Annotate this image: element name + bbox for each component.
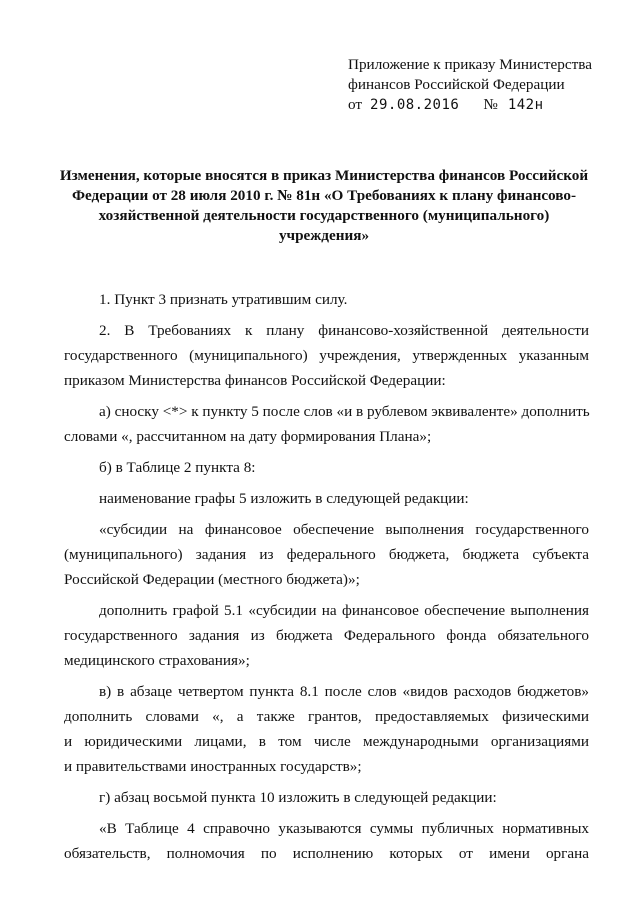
title-line: Федерации от 28 июля 2010 г. № 81н «О Требованиях к плану финансово- <box>71 187 577 204</box>
paragraph-line: 1. Пункт 3 признать утратившим силу. <box>99 291 348 308</box>
paragraph <box>64 399 589 449</box>
paragraph-line: наименование графы 5 изложить в следующей редакции: <box>99 490 469 507</box>
appendix-header <box>348 55 618 115</box>
paragraph-line: б) в Таблице 2 пункта 8: <box>99 459 256 476</box>
paragraph <box>64 816 589 866</box>
number-prefix: № <box>483 96 498 113</box>
paragraph-line: дополнить графой 5.1 «субсидии на финансовое обеспечение выполнения <box>99 602 589 619</box>
paragraph-line: а) сноску <*> к пункту 5 после слов «и в рублевом эквиваленте» дополнить <box>99 403 590 420</box>
title-line: хозяйственной деятельности государственного (муниципального) <box>98 207 550 224</box>
document-title <box>50 166 598 246</box>
order-number: 142н <box>507 97 544 113</box>
paragraph-line: Российской Федерации (местного бюджета)»; <box>64 571 360 588</box>
paragraph <box>64 517 589 592</box>
title-line: Изменения, которые вносятся в приказ Министерства финансов Российской <box>59 167 589 184</box>
paragraph <box>64 785 589 810</box>
paragraph-line: и юридическими лицами, в том числе международными организациями <box>64 733 589 750</box>
title-line: учреждения» <box>278 227 370 244</box>
paragraph <box>64 455 589 480</box>
paragraph <box>64 679 589 779</box>
paragraph-line: словами «, рассчитанном на дату формирования Плана»; <box>64 428 432 445</box>
paragraph <box>64 598 589 673</box>
paragraph-line: государственного (муниципального) учреждения, утвержденных указанным <box>64 347 589 364</box>
paragraph-line: дополнить словами «, а также грантов, предоставляемых физическими <box>64 708 589 725</box>
document-body <box>64 287 589 866</box>
paragraph-line: г) абзац восьмой пункта 10 изложить в следующей редакции: <box>99 789 497 806</box>
appendix-line-2: финансов Российской Федерации <box>348 76 565 93</box>
paragraph-line: (муниципального) задания из федерального бюджета, бюджета субъекта <box>64 546 589 563</box>
paragraph <box>64 486 589 511</box>
paragraph-line: государственного задания из бюджета Федерального фонда обязательного <box>64 627 589 644</box>
paragraph-line: в) в абзаце четвертом пункта 8.1 после слов «видов расходов бюджетов» <box>99 683 589 700</box>
paragraph-line: 2. В Требованиях к плану финансово-хозяйственной деятельности <box>99 322 589 339</box>
appendix-date-line <box>348 95 618 115</box>
paragraph-line: приказом Министерства финансов Российской Федерации: <box>64 372 446 389</box>
date-prefix: от <box>348 96 363 113</box>
paragraph-line: и правительствами иностранных государств»; <box>64 758 362 775</box>
appendix-line-1: Приложение к приказу Министерства <box>348 56 592 73</box>
paragraph <box>64 287 589 312</box>
paragraph-line: обязательств, полномочия по исполнению которых от имени органа <box>64 845 589 862</box>
paragraph-line: «субсидии на финансовое обеспечение выполнения государственного <box>99 521 589 538</box>
paragraph-line: медицинского страхования»; <box>64 652 250 669</box>
order-date: 29.08.2016 <box>370 97 460 113</box>
paragraph-line: «В Таблице 4 справочно указываются суммы публичных нормативных <box>99 820 589 837</box>
paragraph <box>64 318 589 393</box>
